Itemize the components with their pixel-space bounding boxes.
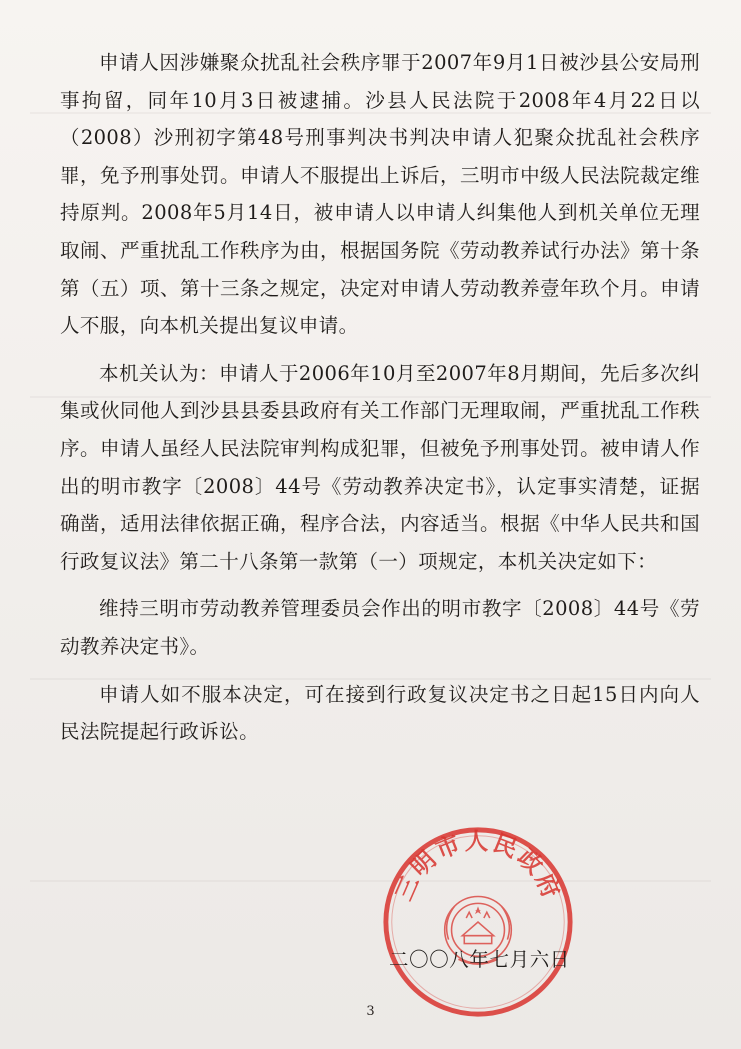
page-number: 3: [366, 1004, 375, 1019]
seal-text: 三明市人民政府: [389, 826, 567, 905]
official-seal: [380, 824, 576, 1020]
svg-text:三明市人民政府: [390, 827, 567, 905]
paragraph-decision: 维持三明市劳动教养管理委员会作出的明市教字〔2008〕44号《劳动教养决定书》。: [60, 597, 700, 658]
paper-texture: [30, 880, 711, 882]
paragraph-background: 申请人因涉嫌聚众扰乱社会秩序罪于2007年9月1日被沙县公安局刑事拘留，同年10月3日被逮捕。沙县人民法院于2008年4月22日以（2008）沙刑初字第48号刑事判决书判决申请人犯聚众扰乱社会秩序罪，免予刑事处罚。申请人不服提出上诉后，三明市中级人民法院裁定维持原判。2008年5月14日，被申请人以申请人纠集他人到机关单位无理取闹、严重扰乱工作秩序为由，根据国务院《劳动教养试行办法》第十条第（五）项、第十三条之规定，决定对申请人劳动教养壹年玖个月。申请人不服，向本机关提出复议申请。: [60, 51, 700, 338]
document-body: [60, 44, 700, 757]
document-date: 二〇〇八年七月六日: [389, 948, 570, 971]
paragraph-finding: 本机关认为：申请人于2006年10月至2007年8月期间，先后多次纠集或伙同他人到沙县县委县政府有关工作部门无理取闹，严重扰乱工作秩序。申请人虽经人民法院审判构成犯罪，但被免予刑事处罚。被申请人作出的明市教字〔2008〕44号《劳动教养决定书》，认定事实清楚，证据确凿，适用法律依据正确，程序合法，内容适当。根据《中华人民共和国行政复议法》第二十八条第一款第（一）项规定，本机关决定如下：: [60, 361, 700, 573]
paragraph-appeal-notice: 申请人如不服本决定，可在接到行政复议决定书之日起15日内向人民法院提起行政诉讼。: [60, 682, 700, 744]
